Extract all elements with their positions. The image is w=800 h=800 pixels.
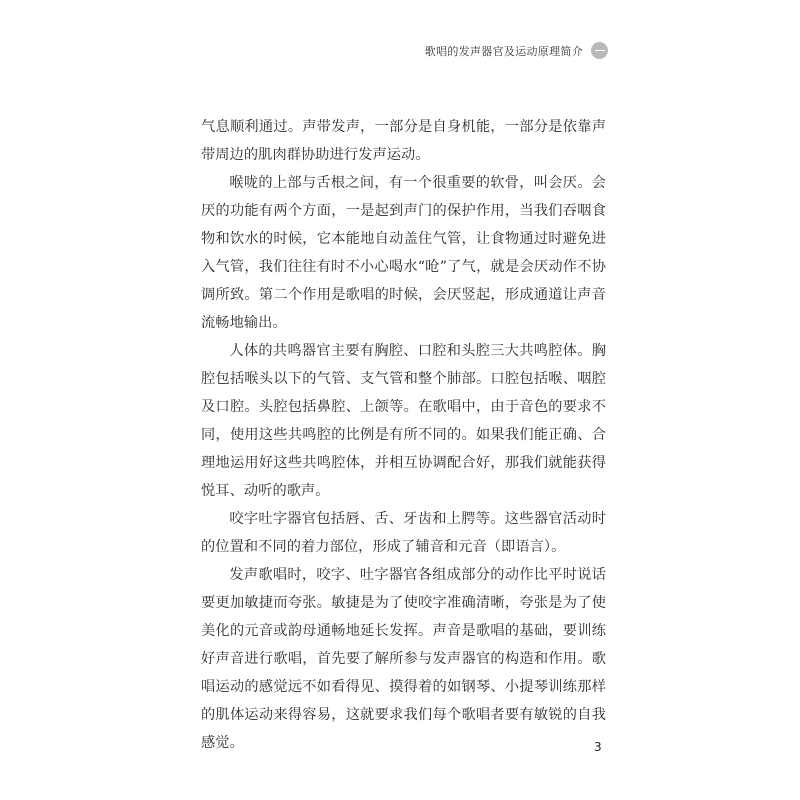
running-header (425, 42, 608, 59)
paragraph-5: 发声歌唱时，咬字、吐字器官各组成部分的动作比平时说话要更加敏捷而夸张。敏捷是为了使咬字准确清晰，夸张是为了使美化的元音或韵母通畅地延长发挥。声音是歌唱的基础，要训练好声音进行歌唱，首先要了解所参与发声器官的构造和作用。歌唱运动的感觉远不如看得见、摸得着的如钢琴、小提琴训练那样的肌体运动来得容易，这就要求我们每个歌唱者要有敏锐的自我感觉。 (201, 567, 606, 751)
page-number: 3 (594, 740, 602, 754)
running-title: 歌唱的发声器官及运动原理简介 (424, 44, 583, 58)
body-text (201, 113, 606, 757)
paragraph-4: 咬字吐字器官包括唇、舌、牙齿和上腭等。这些器官活动时的位置和不同的着力部位，形成了辅音和元音（即语言）。 (201, 511, 606, 555)
paragraph-1: 气息顺利通过。声带发声，一部分是自身机能，一部分是依靠声带周边的肌肉群协助进行发声运动。 (201, 119, 606, 163)
paragraph-3: 人体的共鸣器官主要有胸腔、口腔和头腔三大共鸣腔体。胸腔包括喉头以下的气管、支气管和整个肺部。口腔包括喉、咽腔及口腔。头腔包括鼻腔、上颌等。在歌唱中，由于音色的要求不同，使用这些共鸣腔的比例是有所不同的。如果我们能正确、合理地运用好这些共鸣腔体，并相互协调配合好，那我们就能获得悦耳、动听的歌声。 (201, 343, 606, 499)
paragraph-2: 喉咙的上部与舌根之间，有一个很重要的软骨，叫会厌。会厌的功能有两个方面，一是起到声门的保护作用，当我们吞咽食物和饮水的时候，它本能地自动盖住气管，让食物通过时避免进入气管，我们往往有时不小心喝水“呛”了气，就是会厌动作不协调所致。第二个作用是歌唱的时候，会厌竖起，形成通道让声音流畅地输出。 (201, 175, 606, 331)
chapter-badge-icon (591, 42, 608, 59)
